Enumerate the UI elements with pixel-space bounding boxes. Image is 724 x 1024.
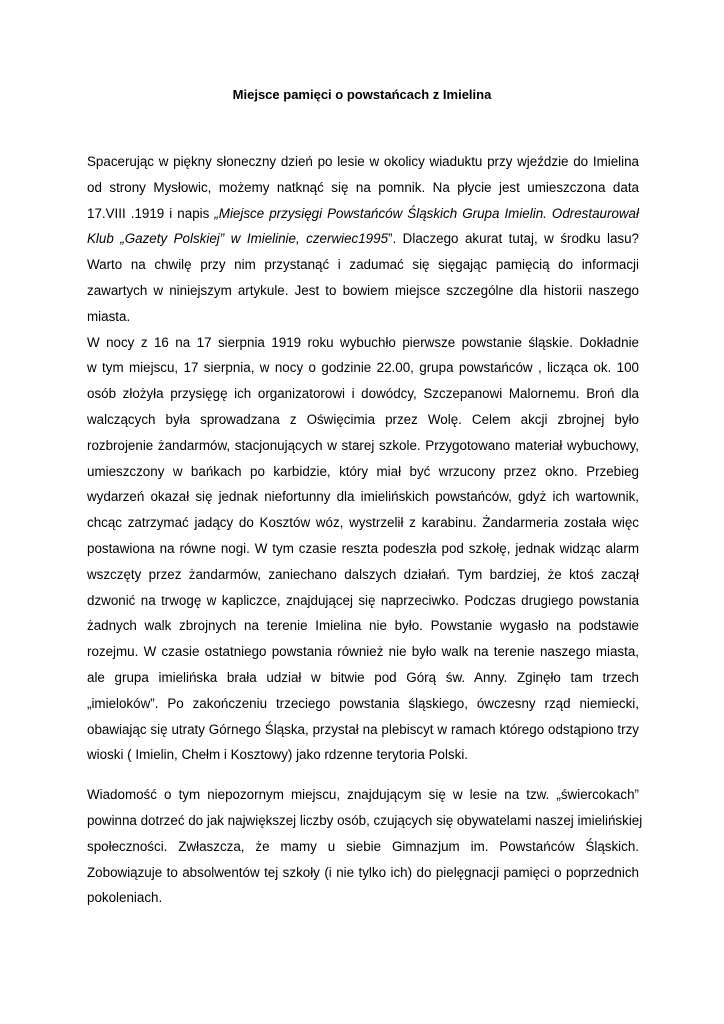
document-title: Miejsce pamięci o powstańcach z Imielina <box>232 87 492 102</box>
text-line: od strony Mysłowic, możemy natknąć się na pomnik. Na płycie jest umieszczona data <box>87 179 639 195</box>
text-line: Spacerując w piękny słoneczny dzień po lesie w okolicy wiaduktu przy wjeździe do Imielina <box>87 154 639 169</box>
text-line: wydarzeń okazał się jednak niefortunny dla imielińskich powstańców, gdyż ich wartownik, <box>87 489 639 505</box>
text-line: postawiona na równe nogi. W tym czasie reszta podeszła pod szkołę, jednak widząc alarm <box>87 540 639 556</box>
text-line <box>87 201 639 227</box>
paragraph-3 <box>87 782 643 911</box>
text-line: wszczęty przez żandarmów, zaniechano dalszych działań. Tym bardziej, że ktoś zaczął <box>87 566 639 582</box>
text-line: obawiając się utraty Górnego Śląska, przystał na plebiscyt w ramach którego odstąpiono trzy <box>87 721 639 737</box>
text-line: rozbrojenie żandarmów, stacjonujących w starej szkole. Przygotowano materiał wybuchowy, <box>87 437 639 453</box>
text-line: społeczności. Zwłaszcza, że mamy u siebie Gimnazjum im. Powstańców Śląskich. <box>87 838 639 854</box>
text-line <box>87 226 639 252</box>
italic-inscription: „Miejsce przysięgi Powstańców Śląskich Grupa Imielin. Odrestaurował <box>214 205 639 221</box>
text-run: 17.VIII .1919 i napis <box>87 205 215 221</box>
text-line: powinna dotrzeć do jak największej liczby osób, czujących się obywatelami naszej imielińskiej <box>87 812 643 828</box>
text-line: W nocy z 16 na 17 sierpnia 1919 roku wybuchło pierwsze powstanie śląskie. Dokładnie <box>87 334 639 350</box>
text-line: dzwonić na trwogę w kapliczce, znajdującej się naprzeciwko. Podczas drugiego powstania <box>87 592 639 608</box>
text-line: Wiadomość o tym niepozornym miejscu, znajdującym się w lesie na tzw. „świercokach” <box>87 787 639 803</box>
text-line: osób złożyła przysięgę ich organizatorowi i dowódcy, Szczepanowi Malornemu. Broń dla <box>87 386 639 402</box>
text-line: w tym miejscu, 17 sierpnia, w nocy o godzinie 22.00, grupa powstańców , licząca ok. 100 <box>87 360 639 376</box>
text-line: żadnych walk zbrojnych na terenie Imielina nie było. Powstanie wygasło na podstawie <box>87 618 639 634</box>
text-line: chcąc zatrzymać jadący do Kosztów wóz, wystrzelił z karabinu. Żandarmeria została więc <box>87 515 639 531</box>
text-line: umieszczony w bańkach po karbidzie, który miał być wrzucony przez okno. Przebieg <box>87 463 639 479</box>
text-run: ”. Dlaczego akurat tutaj, w środku lasu? <box>388 231 639 247</box>
text-line: Warto na chwilę przy nim przystanąć i zadumać się sięgając pamięcią do informacji <box>87 257 639 273</box>
text-line: miasta. <box>87 308 131 324</box>
document-body <box>87 149 643 911</box>
text-line: ale grupa imielińska brała udział w bitwie pod Górą św. Anny. Zginęło tam trzech <box>87 669 639 685</box>
text-line: rozejmu. W czasie ostatniego powstania również nie było walk na terenie naszego miasta, <box>87 644 639 660</box>
italic-inscription: Klub „Gazety Polskiej” w Imielinie, czerwiec1995 <box>87 231 389 247</box>
paragraph-1 <box>87 149 639 330</box>
text-line: „imieloków”. Po zakończeniu trzeciego powstania śląskiego, ówczesny rząd niemiecki, <box>87 695 639 711</box>
text-line: walczących była sprowadzana z Oświęcimia przez Wolę. Celem akcji zbrojnej było <box>87 411 639 427</box>
paragraph-2 <box>87 330 639 769</box>
text-line: zawartych w niniejszym artykule. Jest to bowiem miejsce szczególne dla historii naszego <box>87 282 639 298</box>
text-line: Zobowiązuje to absolwentów tej szkoły (i nie tylko ich) do pielęgnacji pamięci o poprzednich <box>87 864 639 880</box>
text-line: pokoleniach. <box>87 890 163 906</box>
text-line: wioski ( Imielin, Chełm i Kosztowy) jako rdzenne terytoria Polski. <box>87 747 469 763</box>
